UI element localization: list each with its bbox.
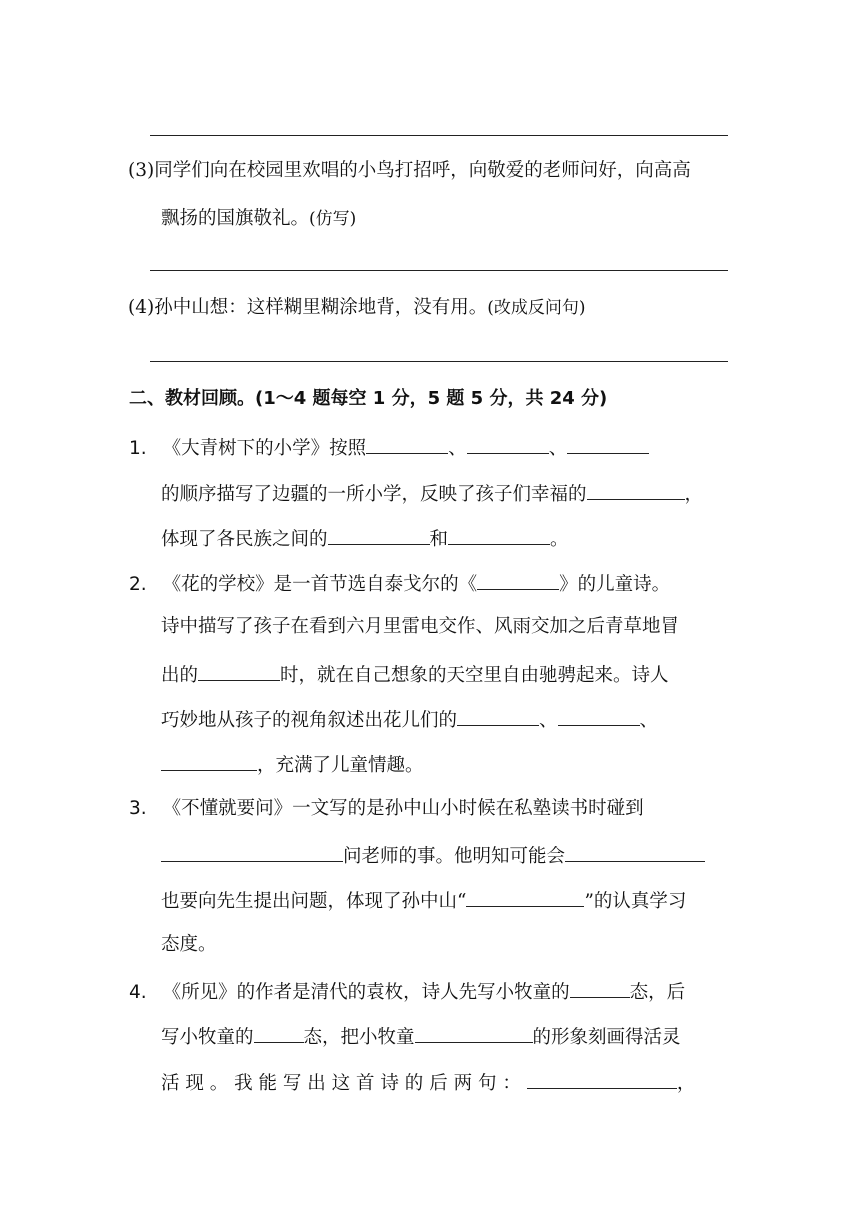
item2-line3 bbox=[161, 660, 669, 686]
q3-text-1: (3)同学们向在校园里欢唱的小鸟打招呼，向敬爱的老师问好，向高高 bbox=[128, 160, 691, 181]
item2-blank-4[interactable] bbox=[558, 705, 640, 726]
item3-text-3b: ”的认真学习 bbox=[584, 891, 687, 912]
q3-prompt-line2 bbox=[161, 206, 356, 232]
item2-text-4a: 巧妙地从孩子的视角叙述出花儿们的 bbox=[161, 710, 458, 731]
item4-text-2a: 写小牧童的 bbox=[161, 1027, 254, 1048]
answer-line-q4[interactable] bbox=[150, 361, 728, 362]
item4-blank-1[interactable] bbox=[570, 977, 630, 998]
item4-number: 4. bbox=[129, 982, 147, 1003]
item4-text-2c: 的形象刻画得活灵 bbox=[532, 1027, 681, 1048]
item4-comma: ， bbox=[676, 1073, 696, 1094]
item3-line2 bbox=[161, 841, 705, 867]
item3-line1 bbox=[129, 796, 644, 822]
item2-blank-5[interactable] bbox=[161, 750, 257, 771]
item2-line4 bbox=[161, 705, 658, 731]
item1-line3 bbox=[161, 524, 569, 550]
item4-blank-4[interactable] bbox=[527, 1068, 677, 1089]
item1-text-2: 的顺序描写了边疆的一所小学，反映了孩子们幸福的 bbox=[161, 484, 587, 505]
item3-line4: 态度。 bbox=[161, 934, 217, 955]
item2-sep-1: 、 bbox=[539, 710, 558, 731]
item1-end: 。 bbox=[550, 529, 569, 550]
q4-instruction: (改成反问句) bbox=[487, 298, 586, 318]
item4-line3 bbox=[161, 1068, 695, 1094]
q4-text: (4)孙中山想：这样糊里糊涂地背，没有用。 bbox=[128, 297, 488, 318]
item4-line2 bbox=[161, 1022, 681, 1048]
item3-number: 3. bbox=[129, 798, 147, 819]
item3-blank-3[interactable] bbox=[466, 886, 584, 907]
item2-blank-2[interactable] bbox=[198, 660, 280, 681]
q3-text-2: 飘扬的国旗敬礼。 bbox=[161, 208, 310, 229]
item1-number: 1. bbox=[129, 438, 147, 459]
section-heading: 二、教材回顾。(1～4 题每空 1 分，5 题 5 分，共 24 分) bbox=[129, 388, 608, 409]
answer-line-q2[interactable] bbox=[150, 135, 728, 136]
item4-blank-3[interactable] bbox=[415, 1022, 533, 1043]
item1-sep-1: 、 bbox=[448, 438, 467, 459]
item2-text-5: ，充满了儿童情趣。 bbox=[257, 755, 424, 776]
item1-text-1: 《大青树下的小学》按照 bbox=[162, 438, 367, 459]
item3-line3 bbox=[161, 886, 686, 912]
item3-blank-2[interactable] bbox=[565, 841, 705, 862]
item3-blank-1[interactable] bbox=[161, 841, 343, 862]
item2-text-1a: 《花的学校》是一首节选自泰戈尔的《 bbox=[162, 574, 478, 595]
item1-blank-1[interactable] bbox=[366, 433, 448, 454]
item4-blank-2[interactable] bbox=[254, 1022, 304, 1043]
item2-number: 2. bbox=[129, 574, 147, 595]
item1-blank-5[interactable] bbox=[328, 524, 430, 545]
item2-text-3b: 时，就在自己想象的天空里自由驰骋起来。诗人 bbox=[280, 665, 669, 686]
item1-he: 和 bbox=[429, 529, 449, 550]
item2-line5 bbox=[161, 750, 424, 776]
item2-sep-2: 、 bbox=[639, 710, 659, 731]
item4-line1 bbox=[129, 977, 685, 1003]
answer-line-q3[interactable] bbox=[150, 270, 728, 271]
item1-blank-6[interactable] bbox=[448, 524, 550, 545]
q3-prompt-line1 bbox=[128, 158, 691, 184]
item2-line1 bbox=[129, 569, 670, 595]
item2-line2: 诗中描写了孩子在看到六月里雷电交作、风雨交加之后青草地冒 bbox=[161, 616, 680, 637]
item1-text-3: 体现了各民族之间的 bbox=[161, 529, 328, 550]
item2-blank-1[interactable] bbox=[477, 569, 559, 590]
q4-prompt bbox=[128, 295, 585, 321]
item2-text-1b: 》的儿童诗。 bbox=[559, 574, 671, 595]
item4-text-1b: 态，后 bbox=[629, 982, 686, 1003]
item1-line2 bbox=[161, 479, 703, 505]
item2-blank-3[interactable] bbox=[457, 705, 539, 726]
item1-line1 bbox=[129, 433, 649, 459]
q3-instruction: (仿写) bbox=[309, 209, 357, 229]
item3-text-2: 问老师的事。他明知可能会 bbox=[343, 846, 566, 867]
item1-sep-2: 、 bbox=[548, 438, 568, 459]
item2-text-3a: 出的 bbox=[161, 665, 199, 686]
item1-blank-3[interactable] bbox=[567, 433, 649, 454]
item1-blank-2[interactable] bbox=[467, 433, 549, 454]
item4-text-2b: 态，把小牧童 bbox=[303, 1027, 415, 1048]
item3-text-1: 《不懂就要问》一文写的是孙中山小时候在私塾读书时碰到 bbox=[162, 798, 644, 819]
item1-comma: ， bbox=[684, 484, 704, 505]
item4-text-3a: 活 现 。 我 能 写 出 这 首 诗 的 后 两 句 ： bbox=[161, 1073, 521, 1094]
item3-text-3a: 也要向先生提出问题，体现了孙中山“ bbox=[161, 891, 467, 912]
item4-text-1a: 《所见》的作者是清代的袁枚，诗人先写小牧童的 bbox=[162, 982, 570, 1003]
item1-blank-4[interactable] bbox=[587, 479, 685, 500]
